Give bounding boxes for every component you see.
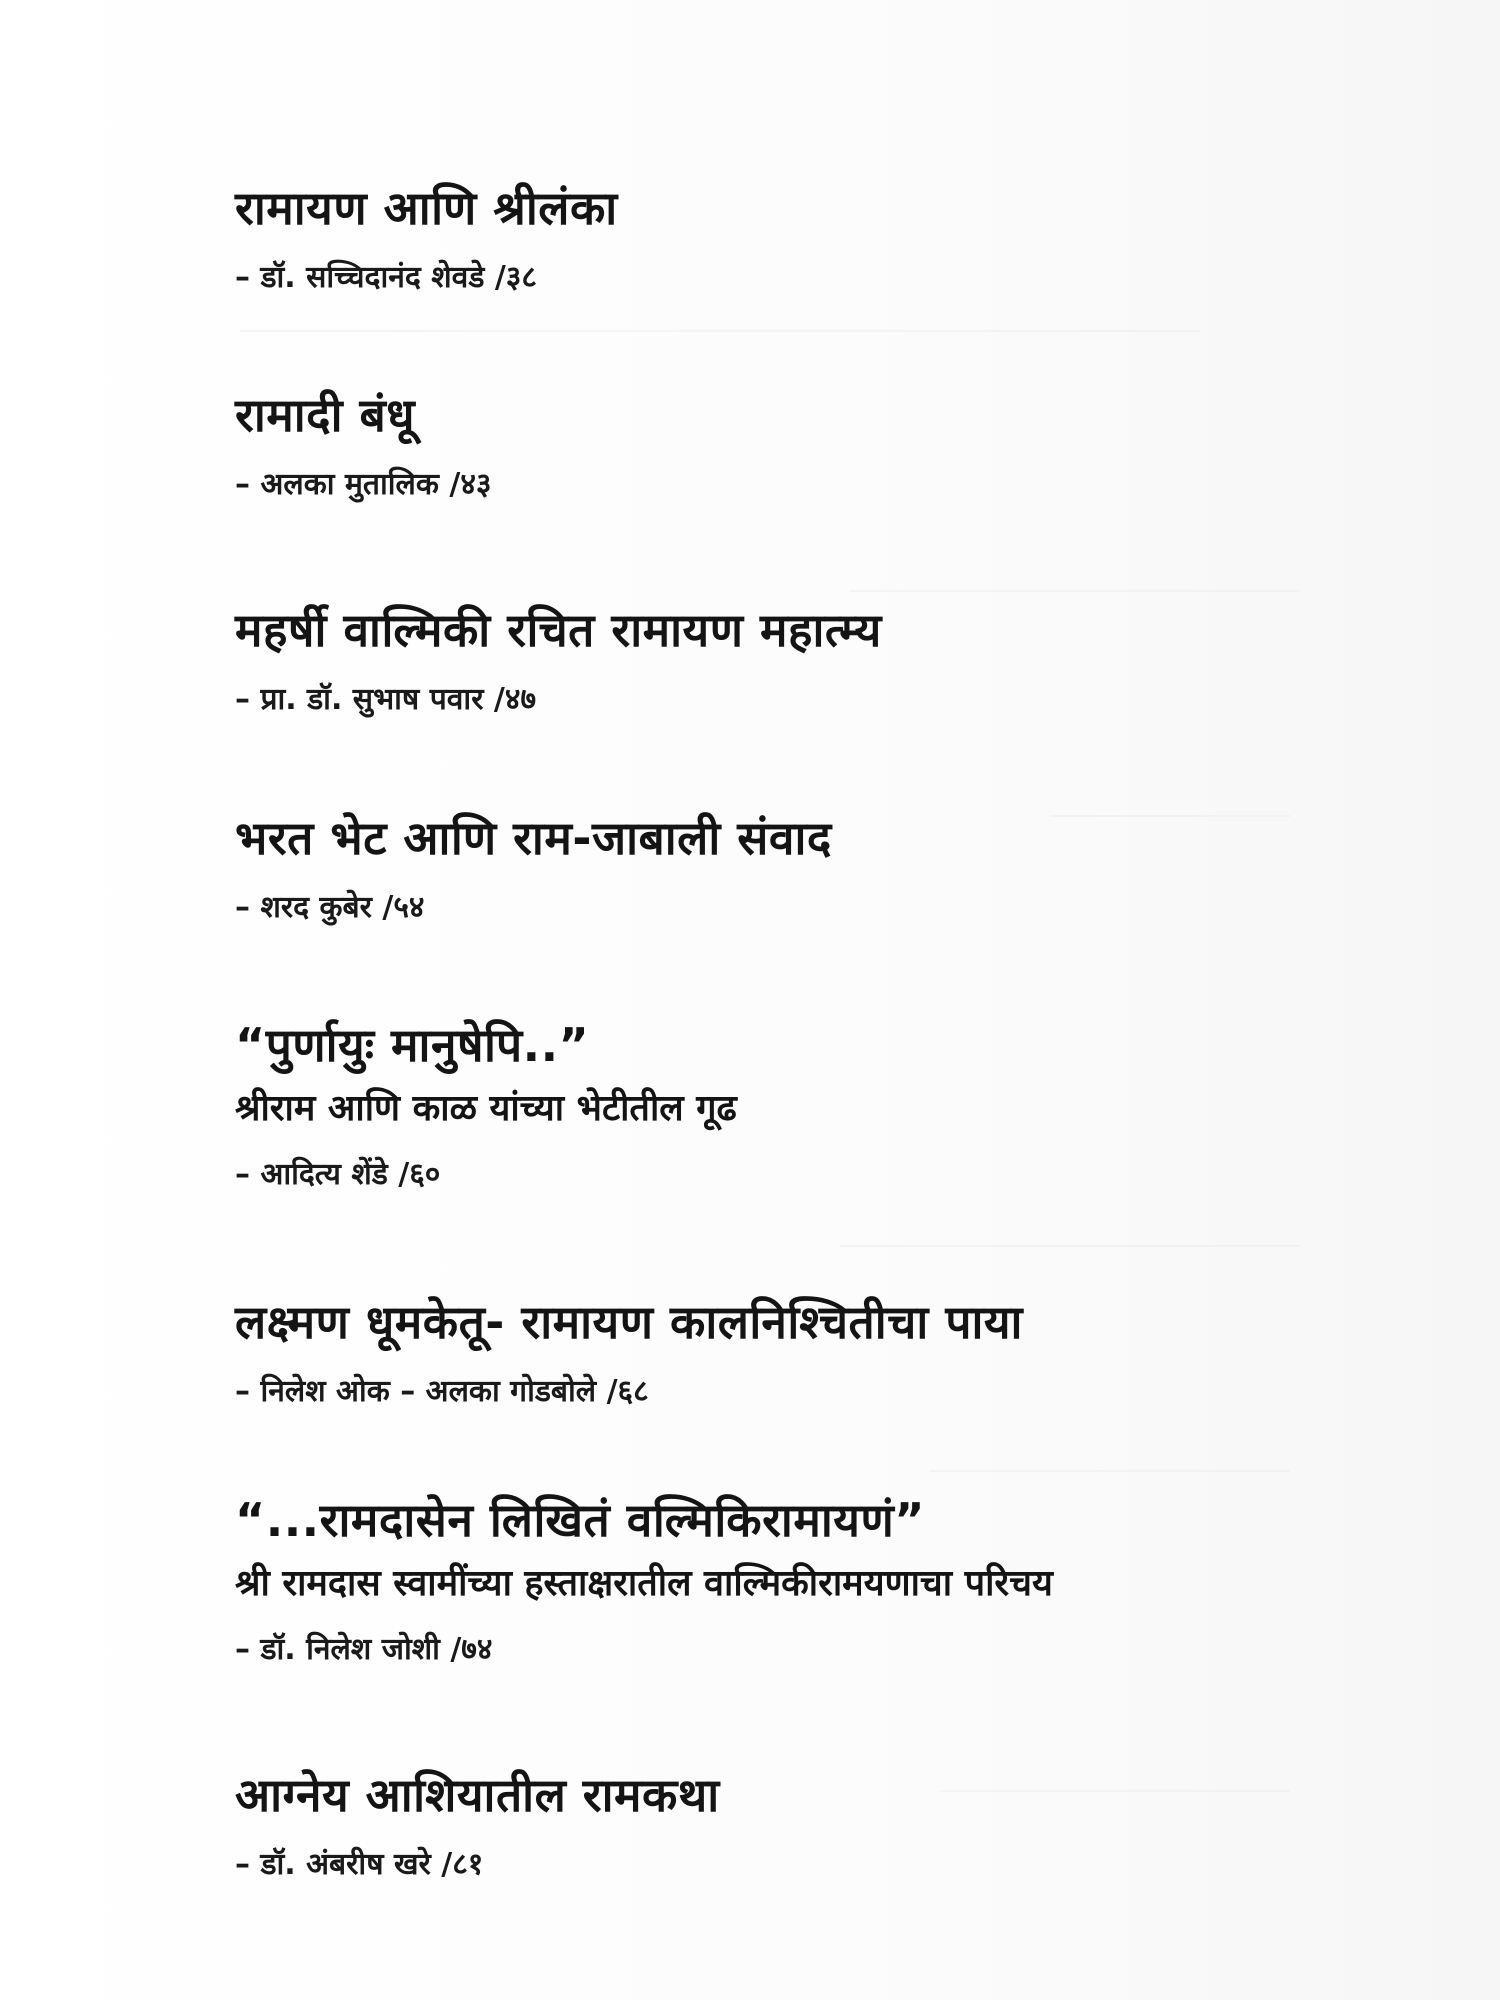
toc-entry <box>235 1015 1435 1197</box>
toc-entry <box>235 1765 1435 1887</box>
entry-author-page: – निलेश ओक – अलका गोडबोले /६८ <box>235 1374 649 1409</box>
entry-author-page: – अलका मुतालिक /४३ <box>235 467 492 502</box>
bleed-through-mark <box>240 330 1200 332</box>
toc-entry <box>235 178 1435 300</box>
toc-entry <box>235 808 1435 930</box>
entry-title: “पुर्णायुः मानुषेपि..” <box>235 1018 590 1072</box>
entry-author-page: – आदित्य शेंडे /६० <box>235 1157 441 1192</box>
entry-subtitle: श्री रामदास स्वामींच्या हस्ताक्षरातील वाल्मिकीरामयणाचा परिचय <box>235 1563 1053 1604</box>
entry-author-page: – शरद कुबेर /५४ <box>235 890 425 925</box>
bleed-through-mark <box>840 1245 1300 1247</box>
bleed-through-mark <box>850 590 1300 592</box>
entry-title: लक्ष्मण धूमकेतू- रामायण कालनिश्चितीचा पाया <box>235 1295 1023 1349</box>
entry-subtitle: श्रीराम आणि काळ यांच्या भेटीतील गूढ <box>235 1088 737 1129</box>
entry-title: रामायण आणि श्रीलंका <box>235 181 618 235</box>
entry-author-page: – प्रा. डॉ. सुभाष पवार /४७ <box>235 682 537 717</box>
entry-author-page: – डॉ. अंबरीष खरे /८१ <box>235 1847 484 1882</box>
entry-author-page: – डॉ. सच्चिदानंद शेवडे /३८ <box>235 260 537 295</box>
entry-title: भरत भेट आणि राम-जाबाली संवाद <box>235 811 832 865</box>
entry-title: महर्षी वाल्मिकी रचित रामायण महात्म्य <box>235 603 882 657</box>
entry-title: “...रामदासेन लिखितं वल्मिकिरामायणं” <box>235 1493 925 1547</box>
entry-title: आग्नेय आशियातील रामकथा <box>235 1768 720 1822</box>
entry-author-page: – डॉ. निलेश जोशी /७४ <box>235 1632 493 1667</box>
toc-entry <box>235 1490 1435 1672</box>
toc-entry <box>235 385 1435 507</box>
bleed-through-mark <box>930 1470 1290 1472</box>
toc-entry <box>235 600 1435 722</box>
toc-entry <box>235 1292 1435 1414</box>
entry-title: रामादी बंधू <box>235 388 416 442</box>
